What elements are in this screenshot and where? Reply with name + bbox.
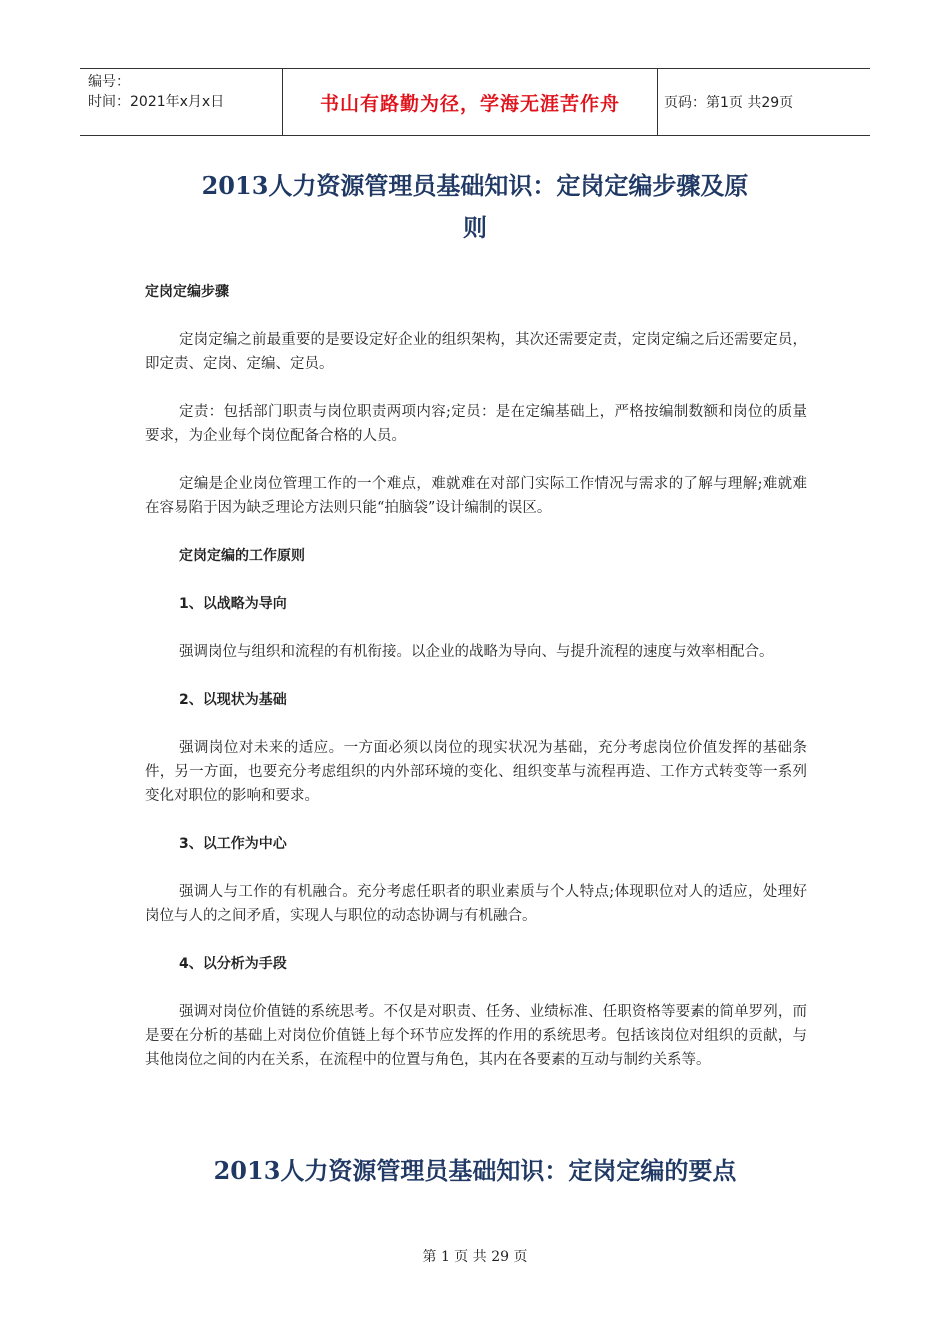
- header-meta: [80, 69, 282, 135]
- section-title-2: 2013人力资源管理员基础知识：定岗定编的要点: [213, 1156, 737, 1185]
- number-label: 编号：: [88, 74, 130, 90]
- principle-heading-1: 1、以战略为导向: [179, 596, 287, 612]
- paragraph: 强调对岗位价值链的系统思考。不仅是对职责、任务、业绩标准、任职资格等要素的简单罗列，而是要在分析的基础上对岗位价值链上每个环节应发挥的作用的系统思考。包括该岗位对组织的贡献，与其他岗位之间的内在关系，在流程中的位置与角色，其内在各要素的互动与制约关系等。: [145, 1004, 807, 1068]
- page-footer: 第 1 页 共 29 页: [422, 1249, 528, 1265]
- header-motto: 书山有路勤为径，学海无涯苦作舟: [282, 69, 658, 135]
- section-heading-steps: 定岗定编步骤: [145, 284, 229, 300]
- principle-heading-2: 2、以现状为基础: [179, 692, 287, 708]
- section-heading-principles: 定岗定编的工作原则: [179, 548, 305, 564]
- time-label: 时间：2021年x月x日: [88, 94, 225, 110]
- paragraph: 强调岗位与组织和流程的有机衔接。以企业的战略为导向、与提升流程的速度与效率相配合。: [179, 644, 774, 660]
- document-header: [80, 68, 870, 136]
- paragraph: 定责：包括部门职责与岗位职责两项内容;定员：是在定编基础上，严格按编制数额和岗位的质量要求，为企业每个岗位配备合格的人员。: [145, 404, 807, 444]
- principle-heading-4: 4、以分析为手段: [179, 956, 287, 972]
- document-body: [145, 280, 807, 1096]
- title-line-1: 2013人力资源管理员基础知识：定岗定编步骤及原: [201, 171, 749, 200]
- paragraph: 定岗定编之前最重要的是要设定好企业的组织架构，其次还需要定责，定岗定编之后还需要定员，即定责、定岗、定编、定员。: [145, 332, 807, 372]
- document-title: [145, 165, 805, 249]
- paragraph: 定编是企业岗位管理工作的一个难点，难就难在对部门实际工作情况与需求的了解与理解;难就难在容易陷于因为缺乏理论方法则只能“拍脑袋”设计编制的误区。: [145, 476, 807, 516]
- header-page-info: 页码：第1页 共29页: [664, 95, 794, 111]
- paragraph: 强调岗位对未来的适应。一方面必须以岗位的现实状况为基础，充分考虑岗位价值发挥的基础条件，另一方面，也要充分考虑组织的内外部环境的变化、组织变革与流程再造、工作方式转变等一系列变化对职位的影响和要求。: [145, 740, 807, 804]
- principle-heading-3: 3、以工作为中心: [179, 836, 287, 852]
- paragraph: 强调人与工作的有机融合。充分考虑任职者的职业素质与个人特点;体现职位对人的适应，处理好岗位与人的之间矛盾，实现人与职位的动态协调与有机融合。: [145, 884, 807, 924]
- title-line-2: 则: [463, 213, 487, 242]
